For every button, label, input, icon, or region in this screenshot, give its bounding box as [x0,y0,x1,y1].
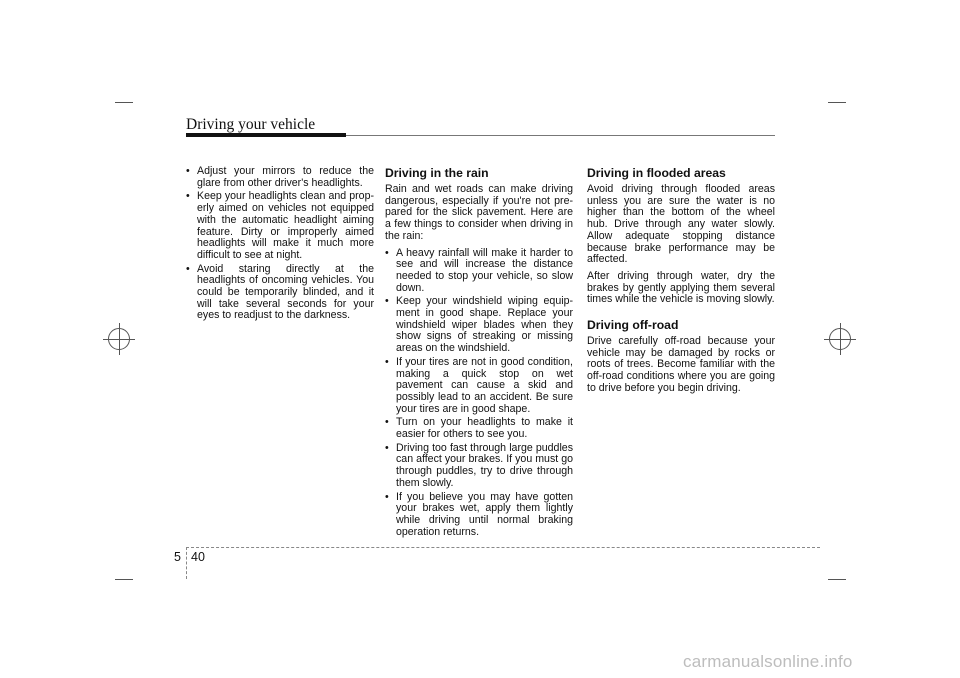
list-item: • Turn on your headlights to make it easier for others to see you. [385,417,573,440]
rain-intro: Rain and wet roads can make driving dangerous, especially if you're not prepared for the slick pavement. Here are a few things to consider when driving in the rain: [385,183,573,242]
heading-driving-in-rain: Driving in the rain [385,166,489,180]
section-number: 5 [174,550,181,564]
list-item: • A heavy rainfall will make it harder to see and will increase the distance needed to stop your vehicle, so slow down. [385,248,573,295]
off-road-paragraph: Drive carefully off-road because your vehicle may be damaged by rocks or roots of trees. Become familiar with the off-road conditions where you are going to drive before you begin driving. [587,335,775,394]
flooded-paragraph-1: Avoid driving through flooded areas unless you are sure the water is no higher than the bottom of the wheel hub. Drive through any water slowly. Allow adequate stopping distance because brake performance may be affected. [587,183,775,266]
watermark-text: carmanualsonline.info [683,652,853,671]
registration-mark-icon [108,328,130,350]
heading-flooded-areas: Driving in flooded areas [587,166,726,180]
headlight-tips-list [186,166,374,322]
page-number: 40 [191,550,205,564]
list-item: • Keep your headlights clean and properly aimed on vehicles not equipped with the automatic headlight aiming feature. Dirty or improperly aimed headlights will make it much more difficult to see at night. [186,191,374,261]
list-item: • Keep your windshield wiping equipment in good shape. Replace your windshield wiper blades when they show signs of streaking or missing areas on the windshield. [385,296,573,355]
list-item: • Driving too fast through large puddles can affect your brakes. If you must go through puddles, try to drive through them slowly. [385,443,573,490]
list-item: • If you believe you may have gotten your brakes wet, apply them lightly while driving until normal braking operation returns. [385,492,573,539]
section-title: Driving your vehicle [186,116,316,133]
crop-mark [115,102,133,103]
footer-rule [186,547,820,548]
list-item: • If your tires are not in good condition, making a quick stop on wet pavement can cause a skid and possibly lead to an accident. Be sure your tires are in good shape. [385,357,573,416]
column-middle [385,166,573,540]
list-item: • Avoid staring directly at the headlights of oncoming vehicles. You could be temporarily blinded, and it will take several seconds for your eyes to readjust to the darkness. [186,264,374,323]
crop-mark [828,579,846,580]
rain-tips-list [385,248,573,539]
registration-mark-icon [829,328,851,350]
crop-mark [828,102,846,103]
heading-off-road: Driving off-road [587,318,679,333]
column-right [587,166,775,400]
header-bar [186,133,346,137]
flooded-paragraph-2: After driving through water, dry the brakes by gently applying them several times while the vehicle is moving slowly. [587,269,775,306]
crop-mark [115,579,133,580]
header-rule [346,135,775,136]
list-item: • Adjust your mirrors to reduce the glare from other driver's headlights. [186,166,374,189]
footer-divider [186,547,187,579]
column-left [186,166,374,324]
